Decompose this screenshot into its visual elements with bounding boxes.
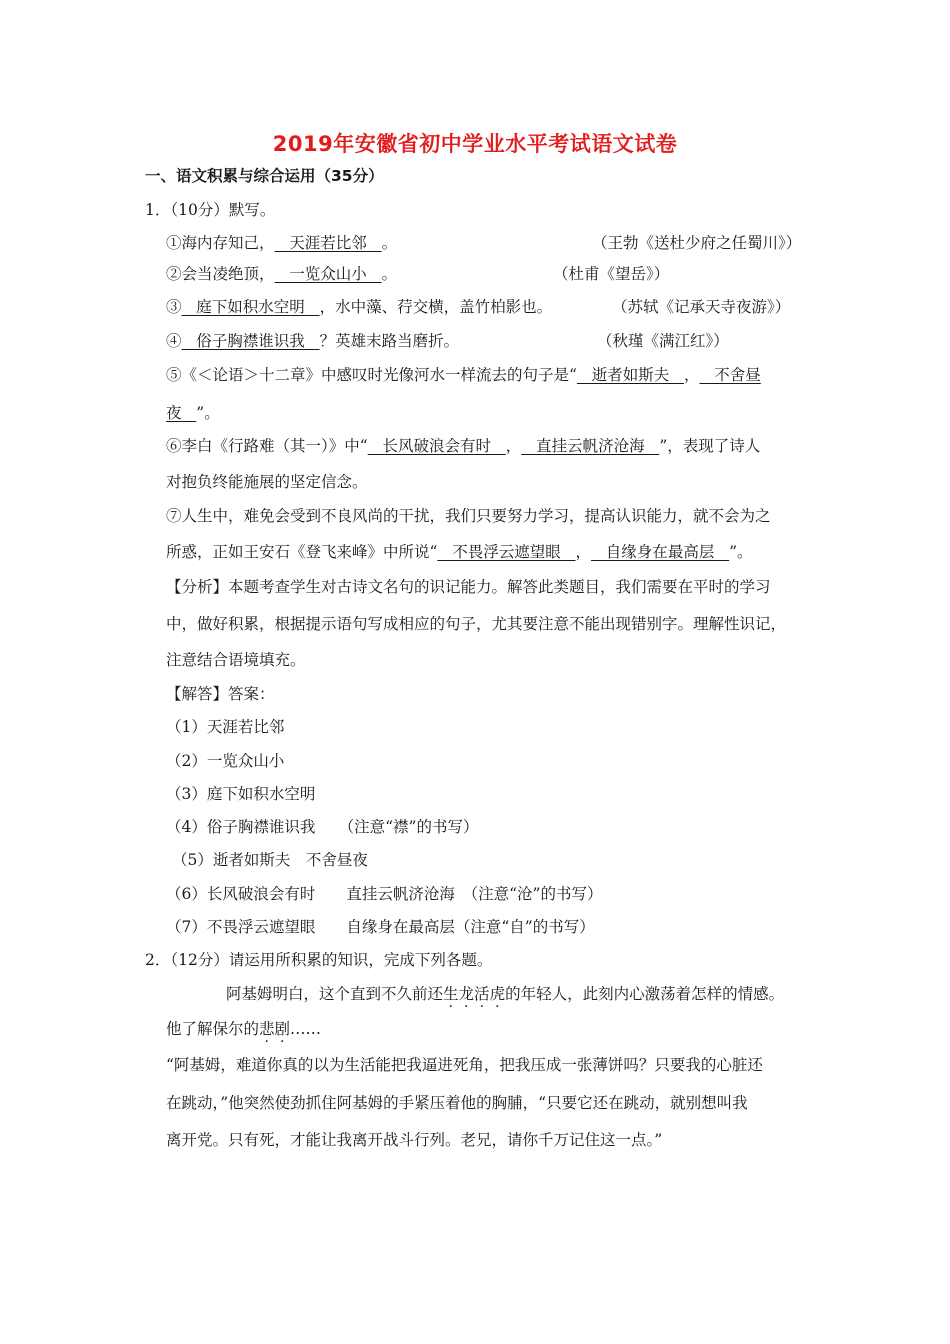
answer-item: （4）俗子胸襟谁识我 （注意“襟”的书写） [166,818,479,836]
analysis-line-1: 【分析】本题考查学生对古诗文名句的识记能力。解答此类题目，我们需要在平时的学习 [166,578,771,596]
q1-item-7: ⑦人生中，难免会受到不良风尚的干扰，我们只要努力学习，提高认识能力，就不会为之 [166,507,771,525]
passage-line-2: 他了解保尔的悲剧…… [166,1020,322,1038]
q1-item-4-source: （秋瑾《满江红》） [597,332,729,350]
q1-item-7-cont: 所惑，正如王安石《登飞来峰》中所说“ 不畏浮云遮望眼 ， 自缘身在最高层 ”。 [166,543,753,561]
section-heading: 一、语文积累与综合运用（35分） [145,167,384,185]
answer-blank: 一览众山小 [274,265,382,283]
answer-blank: 天涯若比邻 [274,234,382,252]
page-title: 2019年安徽省初中学业水平考试语文试卷 [272,132,678,156]
q1-item-3: ③ 庭下如积水空明 ，水中藻、荇交横，盖竹柏影也。 [166,298,553,316]
q1-item-3-source: （苏轼《记承天寺夜游》） [612,298,791,316]
q1-item-1: ①海内存知己， 天涯若比邻 。 [166,234,398,252]
emphasis-char: 悲 [259,1020,275,1038]
answer-item: （2）一览众山小 [166,752,285,770]
answer-blank: 直挂云帆济沧海 [521,437,660,455]
emphasis-char: 活 [474,985,490,1003]
q1-item-2: ②会当凌绝顶， 一览众山小 。 [166,265,398,283]
q1-item-1-source: （王勃《送杜少府之任蜀川》） [592,234,802,252]
answer-item: （3）庭下如积水空明 [166,785,316,803]
answer-blank: 夜 [166,404,197,422]
answer-blank: 俗子胸襟谁识我 [181,332,320,350]
emphasis-char: 剧 [274,1020,291,1038]
answer-item: （5）逝者如斯夫 不舍昼夜 [172,851,368,869]
emphasis-char: 龙 [458,985,475,1003]
q1-item-5: ⑤《＜论语＞十二章》中感叹时光像河水一样流去的句子是“ 逝者如斯夫 ， 不舍昼 [166,366,761,384]
answer-blank: 逝者如斯夫 [576,366,684,384]
q1-item-5-cont: 夜 ”。 [166,404,220,422]
analysis-line-2: 中，做好积累，根据提示语句写成相应的句子，尤其要注意不能出现错别字。理解性识记， [166,615,787,633]
passage-line-5: 离开党。只有死，才能让我离开战斗行列。老兄，请你千万记住这一点。” [166,1131,663,1149]
passage-line-4: 在跳动，”他突然使劲抓住阿基姆的手紧压着他的胸脯，“只要它还在跳动，就别想叫我 [166,1094,748,1112]
passage-line-1: 阿基姆明白，这个直到不久前还生龙活虎的年轻人，此刻内心激荡着怎样的情感。 [226,985,785,1003]
question-2-stem: 2．（12分）请运用所积累的知识，完成下列各题。 [145,951,493,969]
answer-blank: 自缘身在最高层 [591,543,730,561]
answer-item: （7）不畏浮云遮望眼 自缘身在最高层（注意“自”的书写） [166,918,595,936]
answer-blank: 不舍昼 [699,366,761,384]
q1-item-6-cont: 对抱负终能施展的坚定信念。 [166,473,368,491]
answer-blank: 庭下如积水空明 [181,298,320,316]
answer-blank: 不畏浮云遮望眼 [437,543,576,561]
q1-item-6: ⑥李白《行路难（其一）》中“ 长风破浪会有时 ， 直挂云帆济沧海 ”，表现了诗人 [166,437,761,455]
answer-item: （6）长风破浪会有时 直挂云帆济沧海 （注意“沧”的书写） [166,885,603,903]
answer-heading: 【解答】答案： [166,685,275,703]
emphasis-char: 虎 [489,985,506,1003]
q1-item-4: ④ 俗子胸襟谁识我 ？英雄末路当磨折。 [166,332,460,350]
passage-line-3: “阿基姆，难道你真的以为生活能把我逼进死角，把我压成一张薄饼吗？只要我的心脏还 [166,1056,763,1074]
analysis-line-3: 注意结合语境填充。 [166,651,306,669]
answer-blank: 长风破浪会有时 [367,437,506,455]
question-1-stem: 1．（10分）默写。 [145,201,276,219]
answer-item: （1）天涯若比邻 [166,718,285,736]
emphasis-char: 生 [443,985,459,1003]
q1-item-2-source: （杜甫《望岳》） [553,265,670,283]
